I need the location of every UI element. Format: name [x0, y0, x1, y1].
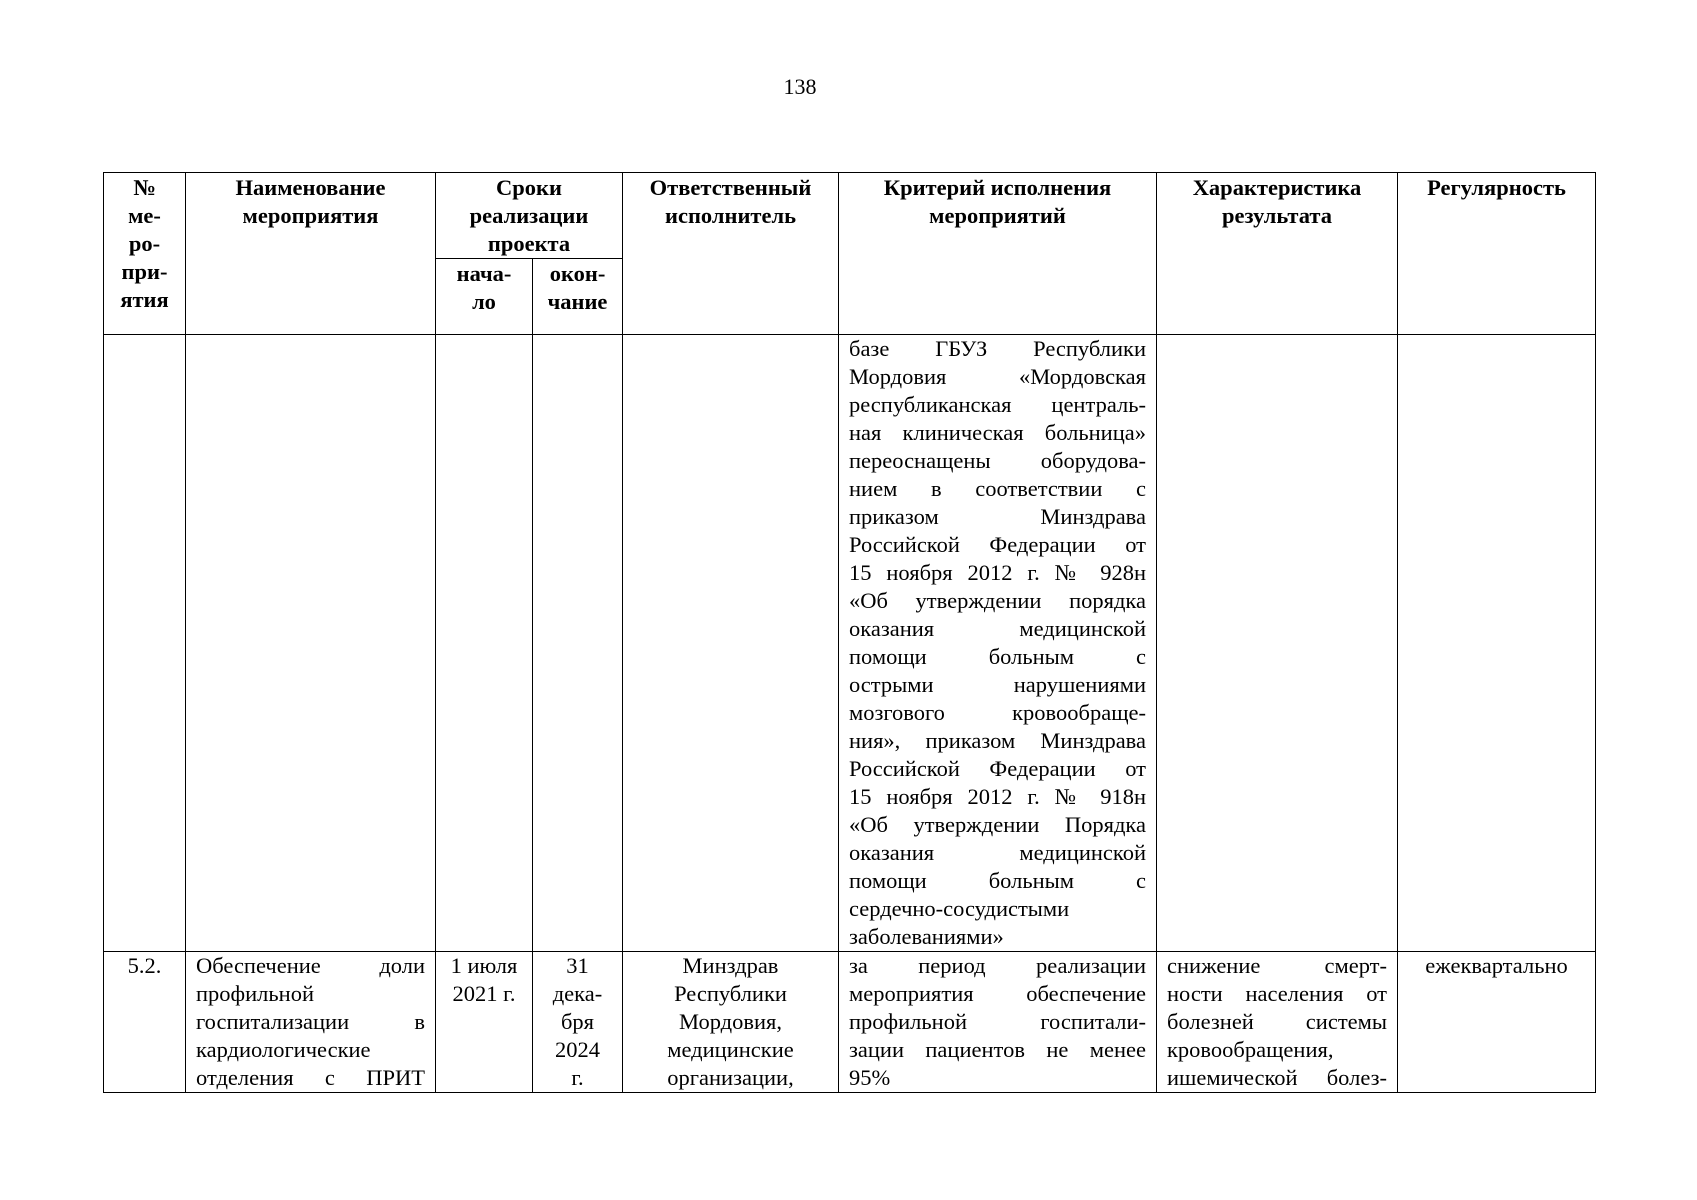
header-activity-number: № ме- ро- при- ятия — [104, 173, 186, 335]
header-characteristic: Характеристика результата — [1157, 173, 1398, 335]
row1-start-cell — [436, 335, 533, 952]
row2-name-cell: Обеспечение доли профильной госпитализации в кардиологические отделения с ПРИТ — [186, 952, 436, 1093]
row2-end-cell: 31 дека- бря 2024 г. — [533, 952, 623, 1093]
row2-responsible-cell: Минздрав Республики Мордовия, медицинские организации, — [623, 952, 839, 1093]
row1-responsible-cell — [623, 335, 839, 952]
table-row — [104, 952, 1596, 1093]
header-implementation-terms: Сроки реализации проекта — [436, 173, 623, 259]
row1-name-cell — [186, 335, 436, 952]
row2-criterion-cell: за период реализации мероприятия обеспечение профильной госпитали- зации пациентов не менее 95% — [839, 952, 1157, 1093]
row1-end-cell — [533, 335, 623, 952]
row1-criterion-cell: базе ГБУЗ Республики Мордовия «Мордовская республиканская централь- ная клиническая больница» переоснащены оборудова- нием в соответствии с приказом Минздрава Российской Федерации от 15 ноября 2012 г. № 928н «Об утверждении порядка оказания медицинской помощи больным с острыми нарушениями мозгового кровообраще- ния», приказом Минздрава Российской Федерации от 15 ноября 2012 г. № 918н «Об утверждении Порядка оказания медицинской помощи больным с сердечно-сосудистыми заболеваниями» — [839, 335, 1157, 952]
row2-start-cell: 1 июля 2021 г. — [436, 952, 533, 1093]
header-criterion: Критерий исполнения мероприятий — [839, 173, 1157, 335]
table-row — [104, 335, 1596, 952]
header-activity-name: Наименование мероприятия — [186, 173, 436, 335]
row2-regularity-cell: ежеквартально — [1398, 952, 1596, 1093]
header-start: нача- ло — [436, 259, 533, 335]
header-regularity: Регулярность — [1398, 173, 1596, 335]
header-responsible: Ответственный исполнитель — [623, 173, 839, 335]
header-end: окон- чание — [533, 259, 623, 335]
row2-num-cell: 5.2. — [104, 952, 186, 1093]
row1-regularity-cell — [1398, 335, 1596, 952]
page-number: 138 — [783, 74, 817, 99]
row1-num-cell — [104, 335, 186, 952]
activities-table — [103, 172, 1596, 1093]
row2-characteristic-cell: снижение смерт- ности населения от болезней системы кровообращения, ишемической болез- — [1157, 952, 1398, 1093]
row1-characteristic-cell — [1157, 335, 1398, 952]
